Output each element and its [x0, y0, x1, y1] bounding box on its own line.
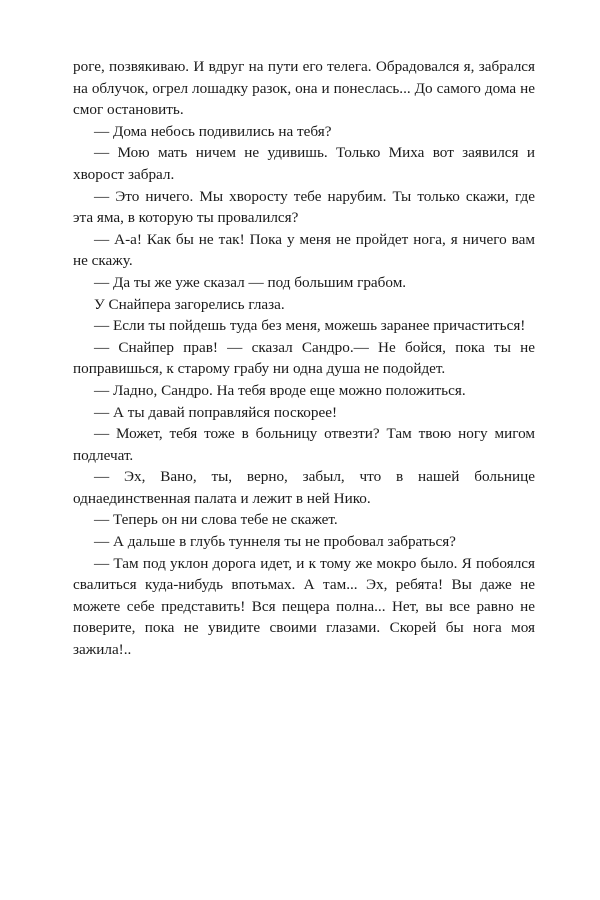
- paragraph: — А ты давай поправляйся поскорее!: [94, 403, 338, 421]
- paragraph: — Ладно, Сандро. На тебя вроде еще можно положиться.: [94, 381, 466, 399]
- paragraph: — Да ты же уже сказал — под большим грабом.: [94, 273, 407, 291]
- paragraph: — А дальше в глубь туннеля ты не пробовал забраться?: [94, 533, 456, 551]
- paragraph: роге, позвякиваю. И вдруг на пути его телега. Обрадовался я, забрался на облучок, огрел лошадку разок, она и понеслась... До самого дома не смог остановить.: [73, 58, 535, 119]
- paragraph: — Эх, Вано, ты, верно, забыл, что в нашей больнице однаединственная палата и лежит в ней Нико.: [73, 468, 535, 507]
- paragraph: — Может, тебя тоже в больницу отвезти? Там твою ногу мигом подлечат.: [73, 425, 535, 464]
- paragraph: — А-а! Как бы не так! Пока у меня не пройдет нога, я ничего вам не скажу.: [73, 230, 535, 270]
- paragraph: — Снайпер прав! — сказал Сандро.— Не бойся, пока ты не поправишься, к старому грабу ни одна душа не подойдет.: [73, 338, 535, 378]
- paragraph: — Теперь он ни слова тебе не скажет.: [94, 511, 338, 529]
- page-text: [73, 56, 535, 661]
- paragraph: — Если ты пойдешь туда без меня, можешь заранее причаститься!: [94, 317, 526, 335]
- paragraph: — Это ничего. Мы хворосту тебе нарубим. Ты только скажи, где эта яма, в которую ты провалился?: [73, 187, 535, 227]
- paragraph: — Там под уклон дорога идет, и к тому же мокро было. Я побоялся свалиться куда-нибудь впотьмах. А там... Эх, ребята! Вы даже не можете себе представить! Вся пещера полна... Нет, вы все равно не поверите, пока не увидите своими глазами. Скорей бы нога моя зажила!..: [73, 554, 535, 659]
- paragraph: — Мою мать ничем не удивишь. Только Миха вот заявился и хворост забрал.: [73, 144, 535, 183]
- paragraph: — Дома небось подивились на тебя?: [94, 122, 332, 140]
- paragraph: У Снайпера загорелись глаза.: [94, 295, 285, 313]
